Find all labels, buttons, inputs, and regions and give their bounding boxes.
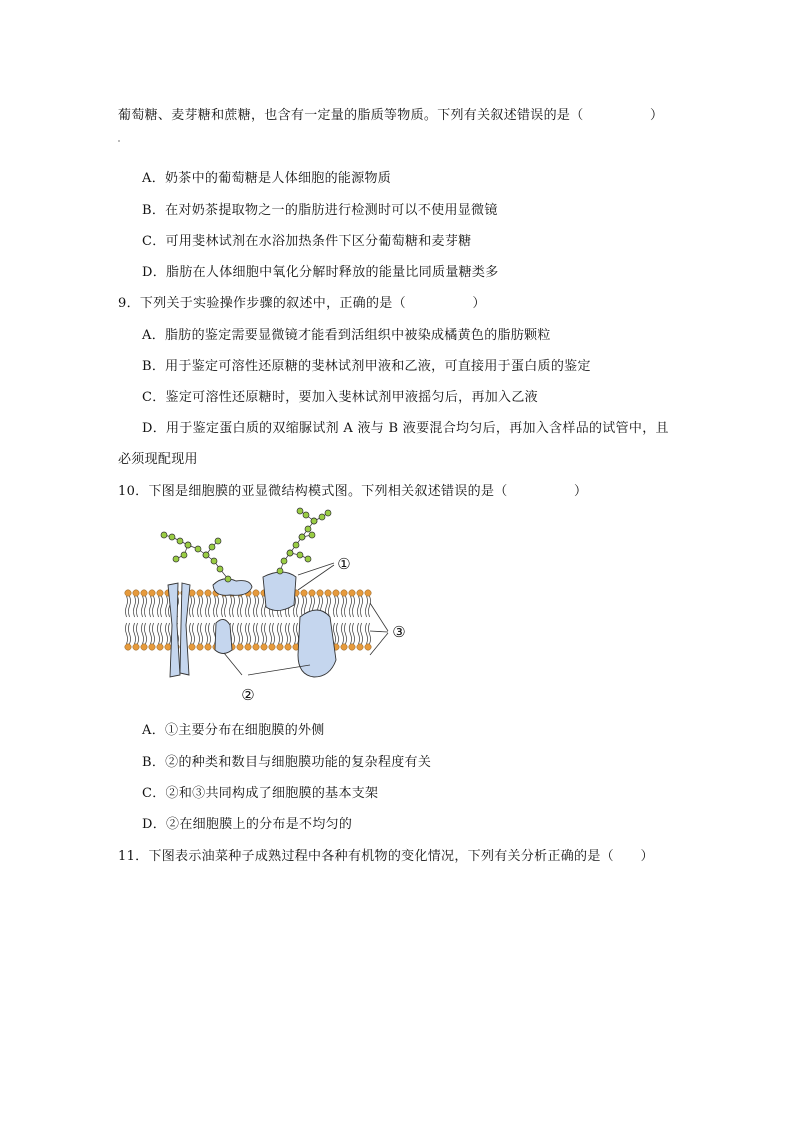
phospholipid-head <box>165 644 171 650</box>
phospholipid-head <box>253 590 259 596</box>
q9-option-a: A．脂肪的鉴定需要显微镜才能看到活组织中被染成橘黄色的脂肪颗粒 <box>142 328 551 343</box>
sugar-unit <box>169 534 175 540</box>
phospholipid-tail <box>214 596 216 617</box>
sugar-unit <box>297 552 303 558</box>
phospholipid-head <box>157 644 163 650</box>
intro-line: 葡萄糖、麦芽糖和蔗糖，也含有一定量的脂质等物质。下列有关叙述错误的是（ ） <box>118 108 664 123</box>
phospholipid-tail <box>169 623 171 644</box>
phospholipid-tail <box>206 596 208 617</box>
phospholipid-tail <box>262 596 264 617</box>
phospholipid-head <box>341 590 347 596</box>
phospholipid-tail <box>238 623 240 644</box>
phospholipid-tail <box>369 596 371 617</box>
phospholipid-tail <box>361 596 363 617</box>
q10-option-c: C．②和③共同构成了细胞膜的基本支架 <box>142 786 379 801</box>
phospholipid-head <box>301 590 307 596</box>
q9-option-d: D．用于鉴定蛋白质的双缩脲试剂 A 液与 B 液要混合均匀后，再加入含样品的试管中，且 <box>142 421 669 436</box>
phospholipid-head <box>349 644 355 650</box>
phospholipid-tail <box>190 596 192 617</box>
lipid-tails <box>126 596 371 644</box>
q8-option-a: A．奶茶中的葡萄糖是人体细胞的能源物质 <box>142 171 392 186</box>
phospholipid-tail <box>230 596 232 617</box>
phospholipid-head <box>157 590 163 596</box>
phospholipid-tail <box>209 596 211 617</box>
phospholipid-tail <box>150 623 152 644</box>
phospholipid-tail <box>153 596 155 617</box>
phospholipid-tail <box>129 596 131 617</box>
phospholipid-head <box>125 644 131 650</box>
phospholipid-tail <box>358 623 360 644</box>
phospholipid-tail <box>150 596 152 617</box>
phospholipid-tail <box>206 623 208 644</box>
sugar-unit <box>305 556 311 562</box>
channel-protein <box>180 583 190 675</box>
phospholipid-tail <box>198 623 200 644</box>
phospholipid-tail <box>246 596 248 617</box>
phospholipid-head <box>141 590 147 596</box>
phospholipid-tail <box>297 623 299 644</box>
q8-option-c: C．可用斐林试剂在水浴加热条件下区分葡萄糖和麦芽糖 <box>142 234 472 249</box>
phospholipid-head <box>197 590 203 596</box>
sugar-unit <box>277 568 283 574</box>
q9-option-c: C．鉴定可溶性还原糖时，要加入斐林试剂甲液摇匀后，再加入乙液 <box>142 390 538 405</box>
phospholipid-tail <box>201 623 203 644</box>
phospholipid-tail <box>337 623 339 644</box>
phospholipid-head <box>333 590 339 596</box>
phospholipid-head <box>357 644 363 650</box>
q9-option-b: B．用于鉴定可溶性还原糖的斐林试剂甲液和乙液，可直接用于蛋白质的鉴定 <box>142 359 591 374</box>
phospholipid-tail <box>126 623 128 644</box>
phospholipid-tail <box>222 596 224 617</box>
phospholipid-tail <box>225 596 227 617</box>
phospholipid-tail <box>254 623 256 644</box>
phospholipid-tail <box>257 596 259 617</box>
q11-stem: 11．下图表示油菜种子成熟过程中各种有机物的变化情况，下列有关分析正确的是（ ） <box>118 849 654 864</box>
sugar-unit <box>311 518 317 524</box>
phospholipid-tail <box>145 596 147 617</box>
phospholipid-tail <box>350 623 352 644</box>
sugar-unit <box>325 510 331 516</box>
phospholipid-head <box>133 590 139 596</box>
phospholipid-tail <box>273 623 275 644</box>
phospholipid-head <box>285 644 291 650</box>
phospholipid-tail <box>161 596 163 617</box>
phospholipid-tail <box>342 596 344 617</box>
phospholipid-head <box>125 590 131 596</box>
phospholipid-head <box>357 590 363 596</box>
phospholipid-tail <box>278 623 280 644</box>
phospholipid-tail <box>190 623 192 644</box>
lipid-heads <box>125 590 371 650</box>
phospholipid-tail <box>142 596 144 617</box>
phospholipid-head <box>277 644 283 650</box>
label-3: ③ <box>392 623 406 641</box>
phospholipid-tail <box>249 623 251 644</box>
phospholipid-tail <box>342 623 344 644</box>
phospholipid-tail <box>361 623 363 644</box>
phospholipid-tail <box>297 596 299 617</box>
phospholipid-head <box>197 644 203 650</box>
label-1: ① <box>337 555 351 573</box>
sugar-unit <box>181 552 187 558</box>
phospholipid-tail <box>193 596 195 617</box>
phospholipid-head <box>253 644 259 650</box>
q8-option-b: B．在对奶茶提取物之一的脂肪进行检测时可以不使用显微镜 <box>142 203 498 218</box>
sugar-unit <box>195 546 201 552</box>
sugar-unit <box>215 538 221 544</box>
phospholipid-tail <box>198 596 200 617</box>
sugar-unit <box>203 552 209 558</box>
q10-option-a: A．①主要分布在细胞膜的外侧 <box>142 723 325 738</box>
phospholipid-tail <box>161 623 163 644</box>
phospholipid-tail <box>257 623 259 644</box>
sugar-unit <box>173 556 179 562</box>
q10-option-b: B．②的种类和数目与细胞膜功能的复杂程度有关 <box>142 755 432 770</box>
q9-stem: 9．下列关于实验操作步骤的叙述中，正确的是（ ） <box>118 296 486 311</box>
sugar-unit <box>281 558 287 564</box>
sugar-unit <box>305 526 311 532</box>
sugar-unit <box>209 544 215 550</box>
phospholipid-head <box>309 590 315 596</box>
phospholipid-tail <box>289 623 291 644</box>
sugar-unit <box>303 512 309 518</box>
phospholipid-tail <box>145 623 147 644</box>
transmembrane-protein <box>298 610 336 677</box>
phospholipid-tail <box>241 623 243 644</box>
phospholipid-head <box>341 644 347 650</box>
sugar-unit <box>287 550 293 556</box>
q9-option-d-continued: 必须现配现用 <box>118 452 198 467</box>
q10-stem: 10．下图是细胞膜的亚显微结构模式图。下列相关叙述错误的是（ ） <box>118 484 588 499</box>
phospholipid-head <box>205 590 211 596</box>
phospholipid-tail <box>241 596 243 617</box>
sugar-unit <box>185 542 191 548</box>
phospholipid-head <box>269 644 275 650</box>
phospholipid-tail <box>137 596 139 617</box>
phospholipid-head <box>261 644 267 650</box>
sugar-unit <box>217 566 223 572</box>
phospholipid-head <box>149 590 155 596</box>
phospholipid-tail <box>366 596 368 617</box>
stray-mark <box>118 140 120 142</box>
phospholipid-head <box>133 644 139 650</box>
phospholipid-tail <box>281 623 283 644</box>
glycoprotein-sugar-chains <box>161 508 331 582</box>
phospholipid-tail <box>134 623 136 644</box>
phospholipid-head <box>205 644 211 650</box>
sugar-unit <box>319 514 325 520</box>
phospholipid-tail <box>126 596 128 617</box>
phospholipid-head <box>189 644 195 650</box>
phospholipid-tail <box>358 596 360 617</box>
inner-protein <box>215 619 232 653</box>
phospholipid-head <box>245 644 251 650</box>
phospholipid-head <box>365 644 371 650</box>
sugar-unit <box>161 532 167 538</box>
phospholipid-tail <box>193 623 195 644</box>
phospholipid-tail <box>166 596 168 617</box>
phospholipid-tail <box>265 623 267 644</box>
phospholipid-tail <box>246 623 248 644</box>
phospholipid-tail <box>233 596 235 617</box>
phospholipid-tail <box>129 623 131 644</box>
phospholipid-tail <box>369 623 371 644</box>
phospholipid-tail <box>201 596 203 617</box>
phospholipid-tail <box>302 596 304 617</box>
sugar-unit <box>309 532 315 538</box>
phospholipid-tail <box>294 623 296 644</box>
phospholipid-tail <box>134 596 136 617</box>
phospholipid-head <box>349 590 355 596</box>
phospholipid-tail <box>142 623 144 644</box>
sugar-unit <box>225 576 231 582</box>
phospholipid-tail <box>350 596 352 617</box>
sugar-unit <box>211 558 217 564</box>
phospholipid-tail <box>353 596 355 617</box>
phospholipid-tail <box>337 596 339 617</box>
phospholipid-tail <box>249 596 251 617</box>
phospholipid-head <box>237 644 243 650</box>
phospholipid-tail <box>345 623 347 644</box>
phospholipid-tail <box>137 623 139 644</box>
phospholipid-tail <box>334 623 336 644</box>
phospholipid-tail <box>209 623 211 644</box>
label-2: ② <box>241 686 255 704</box>
phospholipid-tail <box>158 623 160 644</box>
surface-protein <box>213 579 252 596</box>
phospholipid-head <box>325 590 331 596</box>
surface-protein <box>263 572 296 611</box>
phospholipid-tail <box>238 596 240 617</box>
phospholipid-tail <box>153 623 155 644</box>
phospholipid-head <box>317 590 323 596</box>
phospholipid-head <box>141 644 147 650</box>
phospholipid-tail <box>233 623 235 644</box>
phospholipid-tail <box>166 623 168 644</box>
q8-option-d: D．脂肪在人体细胞中氧化分解时释放的能量比同质量糖类多 <box>142 265 499 280</box>
cell-membrane-diagram <box>118 505 418 705</box>
phospholipid-tail <box>334 596 336 617</box>
phospholipid-head <box>365 590 371 596</box>
phospholipid-tail <box>254 596 256 617</box>
phospholipid-tail <box>329 596 331 617</box>
phospholipid-tail <box>217 596 219 617</box>
sugar-unit <box>177 538 183 544</box>
sugar-unit <box>299 534 305 540</box>
phospholipid-head <box>149 644 155 650</box>
phospholipid-tail <box>366 623 368 644</box>
phospholipid-tail <box>353 623 355 644</box>
q10-option-d: D．②在细胞膜上的分布是不均匀的 <box>142 817 353 832</box>
phospholipid-tail <box>158 596 160 617</box>
phospholipid-tail <box>262 623 264 644</box>
phospholipid-tail <box>286 623 288 644</box>
phospholipid-tail <box>270 623 272 644</box>
sugar-unit <box>297 508 303 514</box>
sugar-unit <box>293 542 299 548</box>
phospholipid-tail <box>345 596 347 617</box>
